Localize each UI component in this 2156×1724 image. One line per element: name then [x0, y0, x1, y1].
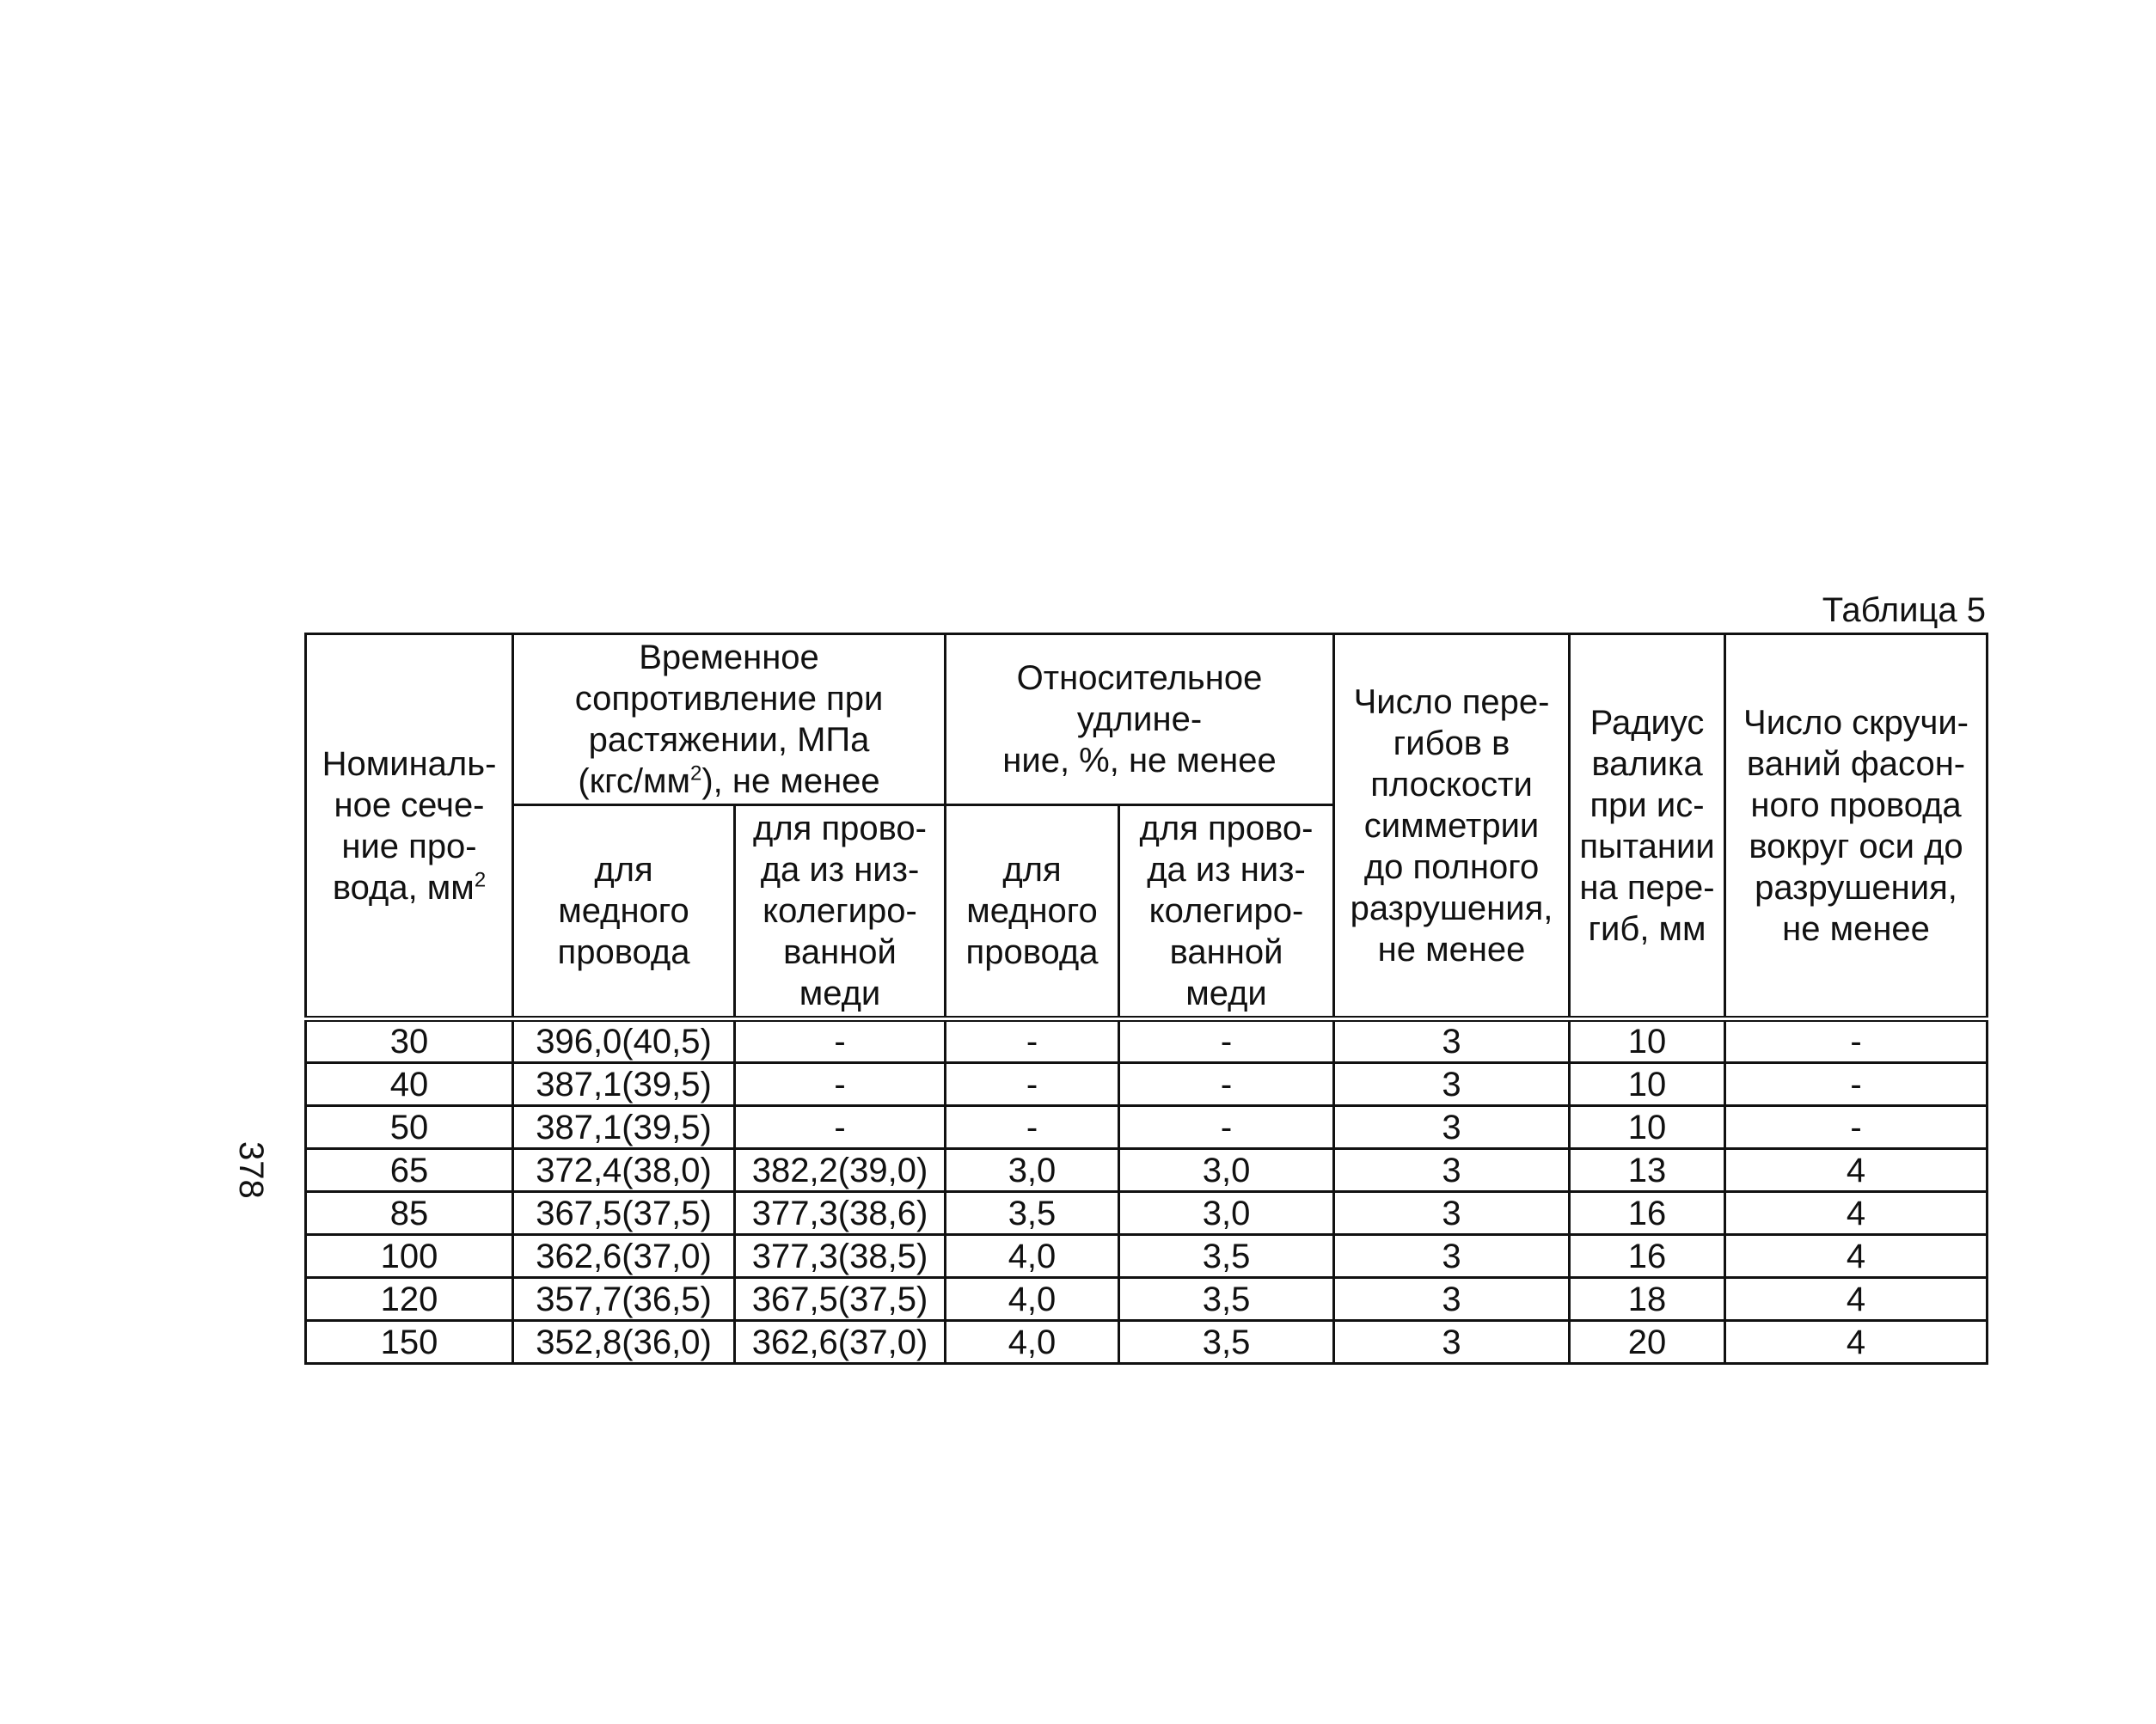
data-table [304, 633, 1988, 1365]
header-tensile-text-b: ), не менее [701, 762, 880, 800]
cell-bends: 3 [1334, 1278, 1570, 1321]
cell-elong-copper: - [946, 1019, 1119, 1063]
cell-section: 100 [306, 1235, 513, 1278]
cell-section: 40 [306, 1063, 513, 1106]
cell-radius: 16 [1570, 1192, 1725, 1235]
header-row-group [306, 634, 1988, 805]
cell-radius: 10 [1570, 1063, 1725, 1106]
cell-twists: 4 [1725, 1235, 1988, 1278]
cell-twists: - [1725, 1106, 1988, 1149]
header-tensile-copper: для медного провода [513, 805, 735, 1019]
cell-twists: 4 [1725, 1192, 1988, 1235]
cell-section: 50 [306, 1106, 513, 1149]
header-nominal-section-text: Номиналь- ное сече- ние про- вода, мм [322, 744, 497, 907]
cell-elong-copper: 4,0 [946, 1278, 1119, 1321]
cell-tensile-copper: 387,1(39,5) [513, 1106, 735, 1149]
cell-elong-copper: - [946, 1063, 1119, 1106]
cell-tensile-copper: 357,7(36,5) [513, 1278, 735, 1321]
cell-radius: 16 [1570, 1235, 1725, 1278]
cell-elong-lowalloy: - [1119, 1019, 1334, 1063]
cell-bends: 3 [1334, 1321, 1570, 1364]
page-number: 378 [232, 1141, 270, 1199]
table-row [306, 1106, 1988, 1149]
cell-bends: 3 [1334, 1235, 1570, 1278]
cell-tensile-lowalloy: - [735, 1019, 946, 1063]
cell-bends: 3 [1334, 1149, 1570, 1192]
cell-bends: 3 [1334, 1063, 1570, 1106]
cell-section: 85 [306, 1192, 513, 1235]
cell-radius: 13 [1570, 1149, 1725, 1192]
cell-elong-lowalloy: 3,5 [1119, 1321, 1334, 1364]
table-row [306, 1149, 1988, 1192]
header-nominal-section-sup: 2 [474, 868, 487, 892]
cell-tensile-copper: 387,1(39,5) [513, 1063, 735, 1106]
cell-elong-lowalloy: 3,0 [1119, 1149, 1334, 1192]
cell-section: 120 [306, 1278, 513, 1321]
cell-bends: 3 [1334, 1019, 1570, 1063]
cell-radius: 10 [1570, 1019, 1725, 1063]
cell-elong-copper: 4,0 [946, 1235, 1119, 1278]
cell-tensile-lowalloy: - [735, 1106, 946, 1149]
cell-elong-copper: 4,0 [946, 1321, 1119, 1364]
cell-tensile-copper: 396,0(40,5) [513, 1019, 735, 1063]
cell-elong-copper: 3,5 [946, 1192, 1119, 1235]
cell-tensile-copper: 362,6(37,0) [513, 1235, 735, 1278]
header-tensile-text-a: Временное сопротивление при растяжении, МПа (кгс/мм [574, 639, 884, 800]
cell-tensile-copper: 372,4(38,0) [513, 1149, 735, 1192]
table-row [306, 1278, 1988, 1321]
cell-bends: 3 [1334, 1106, 1570, 1149]
cell-tensile-copper: 352,8(36,0) [513, 1321, 735, 1364]
table-row [306, 1019, 1988, 1063]
table-body [306, 1019, 1988, 1364]
cell-twists: 4 [1725, 1321, 1988, 1364]
cell-elong-lowalloy: - [1119, 1106, 1334, 1149]
cell-section: 30 [306, 1019, 513, 1063]
header-elongation: Относительное удлине- ние, %, не менее [946, 634, 1334, 805]
cell-tensile-lowalloy: - [735, 1063, 946, 1106]
cell-tensile-lowalloy: 367,5(37,5) [735, 1278, 946, 1321]
cell-twists: 4 [1725, 1278, 1988, 1321]
header-tensile-lowalloy: для прово- да из низ- колегиро- ванной меди [735, 805, 946, 1019]
table-row [306, 1321, 1988, 1364]
cell-radius: 10 [1570, 1106, 1725, 1149]
table-row [306, 1192, 1988, 1235]
table-row [306, 1063, 1988, 1106]
header-elongation-copper: для медного провода [946, 805, 1119, 1019]
cell-tensile-lowalloy: 362,6(37,0) [735, 1321, 946, 1364]
header-twists: Число скручи- ваний фасон- ного провода вокруг оси до разрушения, не менее [1725, 634, 1988, 1019]
header-nominal-section [306, 634, 513, 1019]
cell-radius: 20 [1570, 1321, 1725, 1364]
cell-elong-lowalloy: - [1119, 1063, 1334, 1106]
cell-elong-copper: - [946, 1106, 1119, 1149]
cell-twists: - [1725, 1019, 1988, 1063]
cell-radius: 18 [1570, 1278, 1725, 1321]
cell-elong-lowalloy: 3,5 [1119, 1278, 1334, 1321]
header-tensile-sup: 2 [689, 761, 702, 786]
header-bends: Число пере- гибов в плоскости симметрии до полного разрушения, не менее [1334, 634, 1570, 1019]
cell-tensile-lowalloy: 377,3(38,5) [735, 1235, 946, 1278]
cell-section: 65 [306, 1149, 513, 1192]
cell-tensile-copper: 367,5(37,5) [513, 1192, 735, 1235]
header-tensile-strength [513, 634, 946, 805]
table-row [306, 1235, 1988, 1278]
header-elongation-lowalloy: для прово- да из низ- колегиро- ванной меди [1119, 805, 1334, 1019]
cell-tensile-lowalloy: 377,3(38,6) [735, 1192, 946, 1235]
cell-twists: - [1725, 1063, 1988, 1106]
header-roller-radius: Радиус валика при ис- пытании на пере- гиб, мм [1570, 634, 1725, 1019]
cell-section: 150 [306, 1321, 513, 1364]
cell-elong-lowalloy: 3,0 [1119, 1192, 1334, 1235]
cell-twists: 4 [1725, 1149, 1988, 1192]
cell-tensile-lowalloy: 382,2(39,0) [735, 1149, 946, 1192]
cell-bends: 3 [1334, 1192, 1570, 1235]
cell-elong-lowalloy: 3,5 [1119, 1235, 1334, 1278]
cell-elong-copper: 3,0 [946, 1149, 1119, 1192]
table-caption: Таблица 5 [1822, 591, 1986, 629]
